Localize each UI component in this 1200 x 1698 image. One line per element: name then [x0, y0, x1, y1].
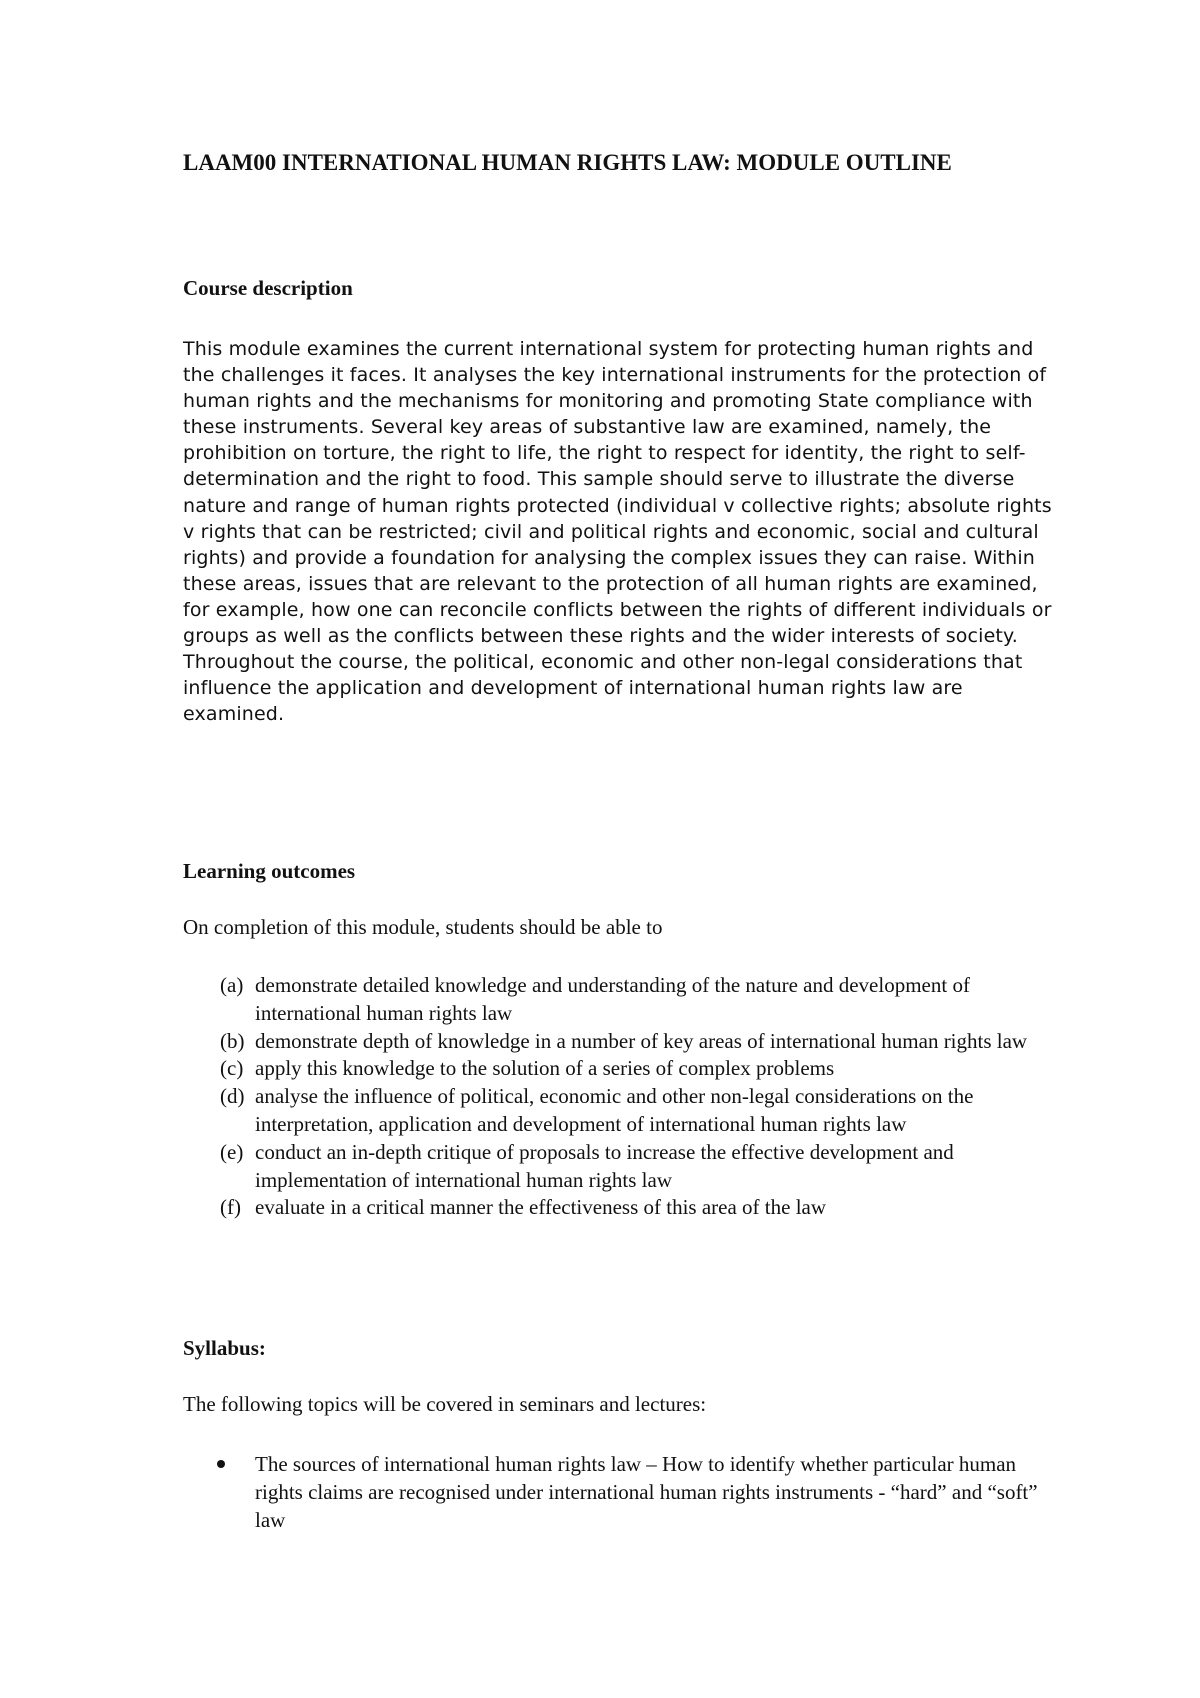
list-marker: (a)	[220, 973, 244, 997]
list-marker: (e)	[220, 1139, 244, 1164]
page-title: LAAM00 INTERNATIONAL HUMAN RIGHTS LAW: MODULE OUTLINE	[183, 150, 952, 175]
list-item-text: The sources of international human rights law – How to identify whether particular human rights claims are recognised under international human rights instruments - “hard” and “soft” law	[255, 1452, 1038, 1532]
list-marker: (f)	[220, 1195, 241, 1220]
course-description-heading: Course description	[183, 276, 353, 300]
list-item-text: evaluate in a critical manner the effectiveness of this area of the law	[255, 1195, 827, 1220]
list-item	[217, 1451, 1057, 1534]
syllabus-intro: The following topics will be covered in seminars and lectures:	[183, 1392, 707, 1416]
list-item	[220, 972, 1060, 1028]
list-item	[220, 1028, 1060, 1056]
list-marker: (d)	[220, 1084, 245, 1109]
list-item	[220, 1194, 1060, 1222]
bullet-icon	[217, 1460, 225, 1468]
list-item-text: demonstrate detailed knowledge and understanding of the nature and development of international human rights law	[255, 973, 970, 1025]
list-item-text: demonstrate depth of knowledge in a number of key areas of international human rights law	[255, 1028, 1028, 1053]
learning-outcomes-list	[220, 972, 1060, 1222]
learning-outcomes-intro: On completion of this module, students should be able to	[183, 915, 663, 939]
list-marker: (b)	[220, 1028, 245, 1053]
list-item	[220, 1083, 1060, 1139]
list-item	[220, 1139, 1060, 1195]
list-marker: (c)	[220, 1056, 244, 1081]
list-item-text: conduct an in-depth critique of proposals to increase the effective development and implementation of international human rights law	[255, 1139, 954, 1192]
list-item-text: apply this knowledge to the solution of a series of complex problems	[255, 1056, 835, 1081]
list-item	[220, 1055, 1060, 1083]
course-description-body: This module examines the current international system for protecting human rights and the challenges it faces. It analyses the key international instruments for the protection of human rights and the mechanisms for monitoring and promoting State compliance with these instruments. Several key areas of substantive law are examined, namely, the prohibition on torture, the right to life, the right to respect for identity, the right to self-determination and the right to food. This sample should serve to illustrate the diverse nature and range of human rights protected (individual v collective rights; absolute rights v rights that can be restricted; civil and political rights and economic, social and cultural rights) and provide a foundation for analysing the complex issues they can raise. Within these areas, issues that are relevant to the protection of all human rights are examined, for example, how one can reconcile conflicts between the rights of different individuals or groups as well as the conflicts between these rights and the wider interests of society. Throughout the course, the political, economic and other non-legal considerations that influence the application and development of international human rights law are examined.	[183, 338, 1052, 726]
learning-outcomes-heading: Learning outcomes	[183, 859, 356, 883]
syllabus-topic-list	[217, 1451, 1057, 1534]
list-item-text: analyse the influence of political, economic and other non-legal considerations on the interpretation, application and development of international human rights law	[255, 1084, 974, 1136]
syllabus-heading: Syllabus:	[183, 1336, 266, 1360]
